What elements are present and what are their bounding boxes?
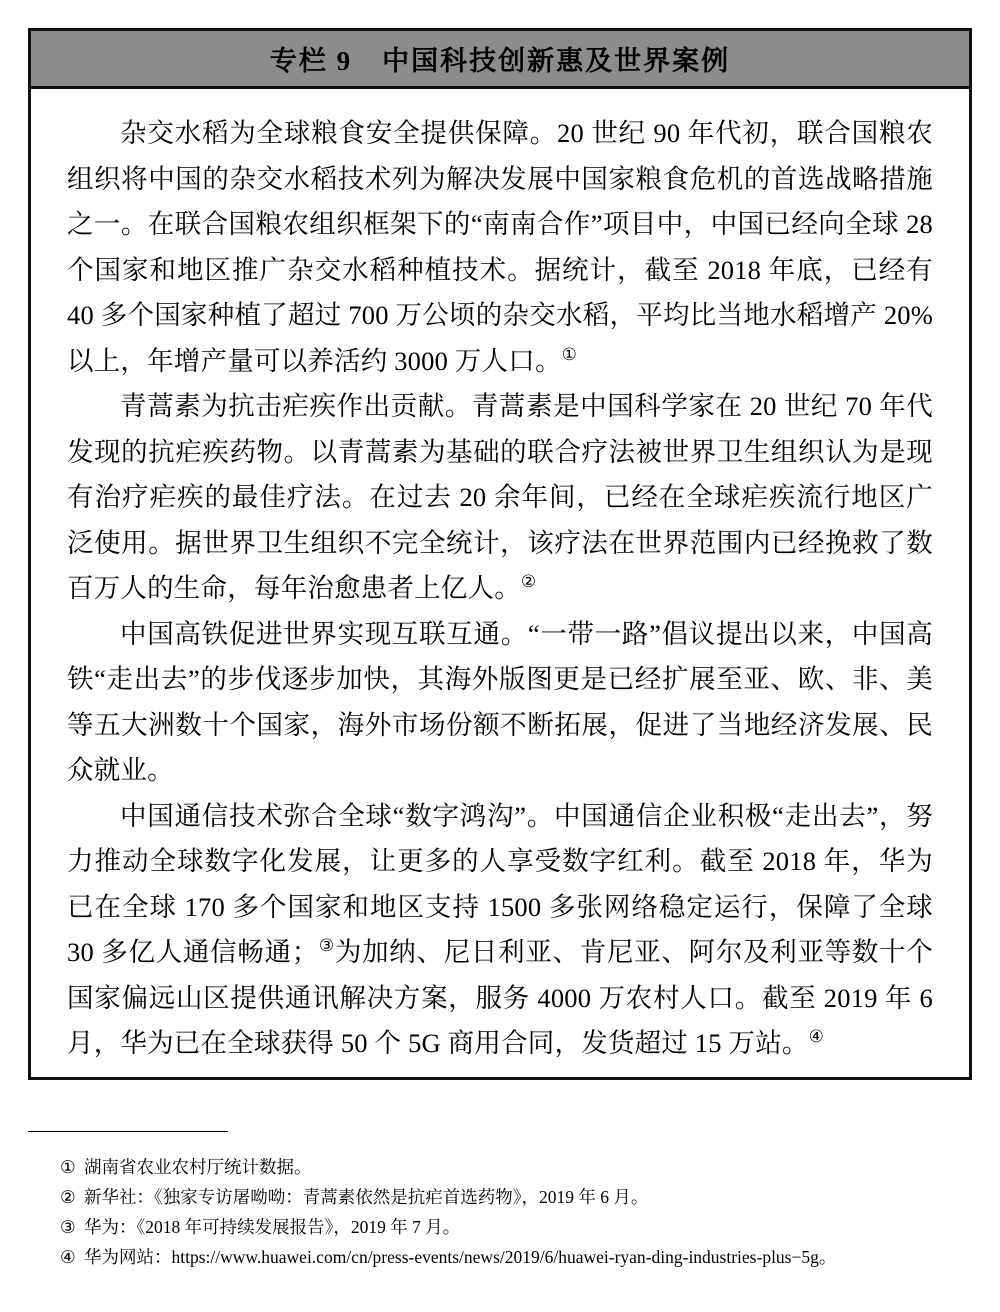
paragraph-3 [67, 612, 933, 794]
feature-box-title [270, 39, 730, 78]
footnote-item [28, 1152, 972, 1182]
footnote-item [28, 1212, 972, 1242]
paragraph-4-text: 中国通信技术弥合全球“数字鸿沟”。中国通信企业积极“走出去”，努力推动全球数字化发展，让更多的人享受数字红利。截至 2018 年，华为已在全球 170 多个国家和地区支持 1500 多张网络稳定运行，保障了全球 30 多亿人通信畅通； [67, 800, 933, 967]
footnote-marker: ② [60, 1187, 76, 1207]
footnote-divider [28, 1131, 228, 1132]
footnote-text: 湖南省农业农村厅统计数据。 [84, 1157, 312, 1177]
footnote-marker: ① [60, 1157, 76, 1177]
feature-box-title-text: 中国科技创新惠及世界案例 [382, 46, 731, 76]
feature-box-body [31, 89, 969, 1077]
feature-box-title-number: 专栏 9 [269, 46, 353, 76]
footnote-ref-1: ① [561, 344, 578, 364]
feature-box [28, 28, 972, 1080]
footnote-text: 新华社：《独家专访屠呦呦：青蒿素依然是抗疟首选药物》，2019 年 6 月。 [84, 1187, 649, 1207]
footnote-item [28, 1182, 972, 1212]
footnote-marker: ③ [60, 1217, 76, 1237]
footnote-ref-3: ③ [318, 936, 335, 956]
paragraph-4-tail: 为加纳、尼日利亚、肯尼亚、阿尔及利亚等数十个国家偏远山区提供通讯解决方案，服务 4000 万农村人口。截至 2019 年 6 月，华为已在全球获得 50 个 5G 商用合同，发货超过 15 万站。 [67, 937, 933, 1058]
footnote-ref-4: ④ [808, 1027, 825, 1047]
paragraph-4 [67, 794, 933, 1067]
paragraph-3-text: 中国高铁促进世界实现互联互通。“一带一路”倡议提出以来，中国高铁“走出去”的步伐逐步加快，其海外版图更是已经扩展至亚、欧、非、美等五大洲数十个国家，海外市场份额不断拓展，促进了当地经济发展、民众就业。 [67, 618, 933, 785]
paragraph-1 [67, 111, 933, 384]
footnote-item [28, 1242, 972, 1272]
footnote-list [28, 1152, 972, 1272]
paragraph-2-text: 青蒿素为抗击疟疾作出贡献。青蒿素是中国科学家在 20 世纪 70 年代发现的抗疟疾药物。以青蒿素为基础的联合疗法被世界卫生组织认为是现有治疗疟疾的最佳疗法。在过去 20 余年间，已经在全球疟疾流行地区广泛使用。据世界卫生组织不完全统计，该疗法在世界范围内已经挽救了数百万人的生命，每年治愈患者上亿人。 [67, 391, 933, 603]
paragraph-1-text: 杂交水稻为全球粮食安全提供保障。20 世纪 90 年代初，联合国粮农组织将中国的杂交水稻技术列为解决发展中国家粮食危机的首选战略措施之一。在联合国粮农组织框架下的“南南合作”项目中，中国已经向全球 28 个国家和地区推广杂交水稻种植技术。据统计，截至 2018 年底，已经有 40 多个国家种植了超过 700 万公顷的杂交水稻，平均比当地水稻增产 20% 以上，年增产量可以养活约 3000 万人口。 [67, 118, 933, 376]
footnote-marker: ④ [60, 1247, 76, 1267]
footnote-text: 华为：《2018 年可持续发展报告》，2019 年 7 月。 [84, 1217, 461, 1237]
footnote-text: 华为网站：https://www.huawei.com/cn/press-events/news/2019/6/huawei-ryan-ding-industries-plus−5g。 [84, 1247, 837, 1267]
feature-box-header [31, 31, 969, 89]
paragraph-2 [67, 384, 933, 612]
footnote-ref-2: ② [520, 572, 537, 592]
